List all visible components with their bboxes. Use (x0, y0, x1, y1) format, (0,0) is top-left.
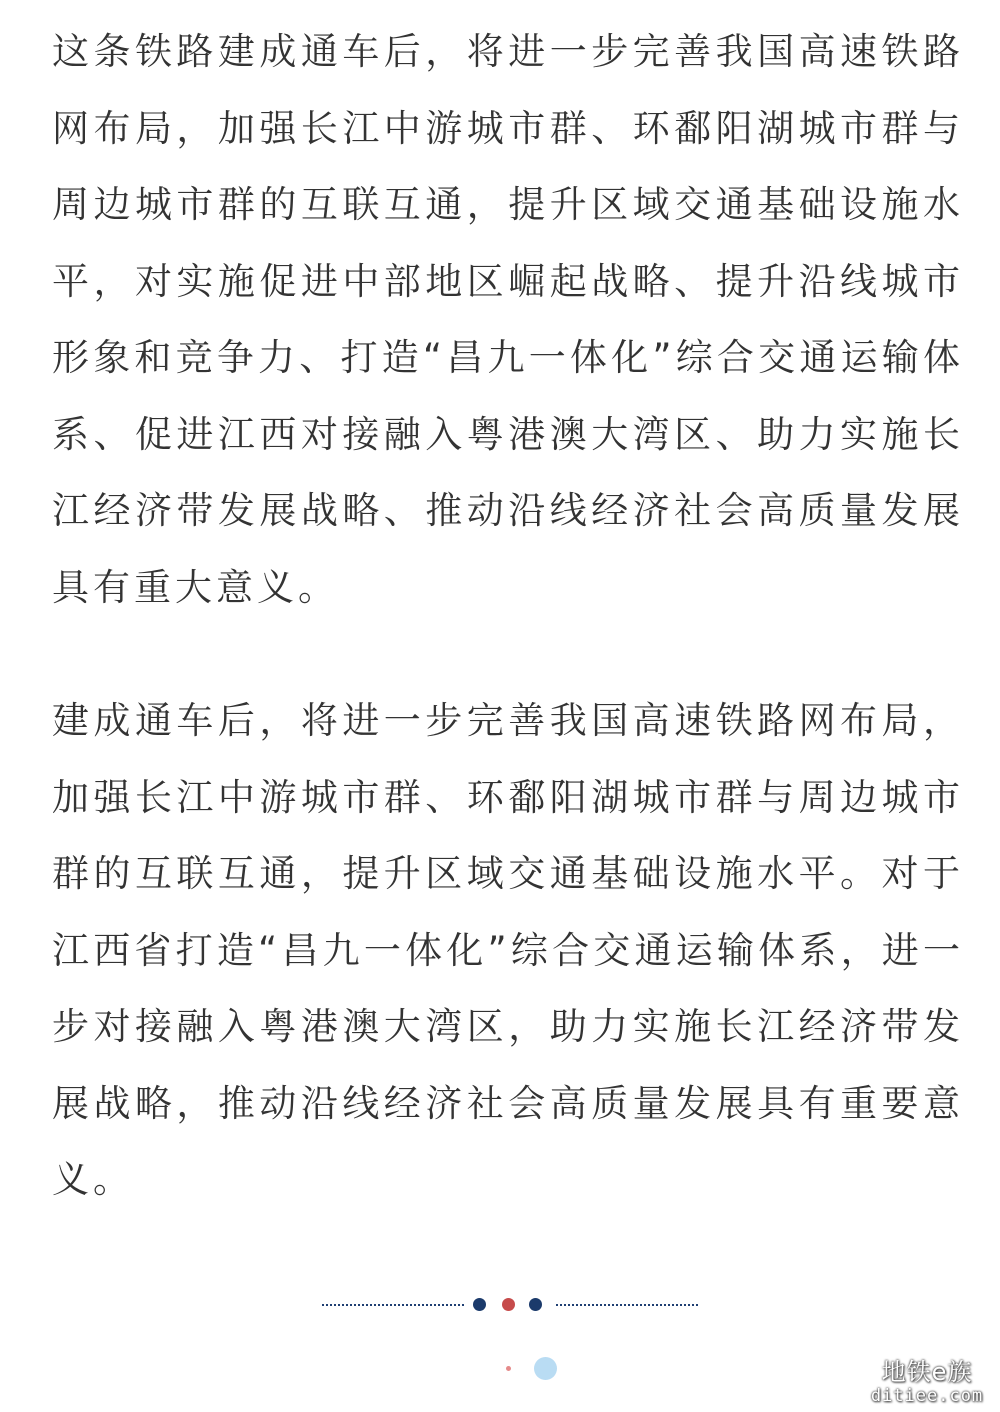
divider-dotted-line-left (322, 1304, 464, 1306)
article-body (52, 14, 964, 1219)
watermark-logo-text: 地铁e族 (881, 1358, 973, 1386)
watermark-url: ditiee.com (870, 1386, 984, 1406)
divider-dotted-line-right (556, 1304, 698, 1306)
bubble-icon (534, 1357, 557, 1380)
article-paragraph-2: 建成通车后，将进一步完善我国高速铁路网布局，加强长江中游城市群、环鄱阳湖城市群与周边城市群的互联互通，提升区域交通基础设施水平。对于江西省打造“昌九一体化”综合交通运输体系，进一步对接融入粤港澳大湾区，助力实施长江经济带发展战略，推动沿线经济社会高质量发展具有重要意义。 (52, 699, 964, 1201)
watermark (862, 1358, 992, 1406)
divider-dot-icon (529, 1298, 542, 1311)
divider-dot-icon (473, 1298, 486, 1311)
small-dot-icon (506, 1366, 511, 1371)
section-divider (322, 1296, 698, 1314)
article-paragraph-1: 这条铁路建成通车后，将进一步完善我国高速铁路网布局，加强长江中游城市群、环鄱阳湖城市群与周边城市群的互联互通，提升区域交通基础设施水平，对实施促进中部地区崛起战略、提升沿线城市形象和竞争力、打造“昌九一体化”综合交通运输体系、促进江西对接融入粤港澳大湾区、助力实施长江经济带发展战略、推动沿线经济社会高质量发展具有重大意义。 (52, 30, 964, 609)
divider-dot-icon (502, 1298, 515, 1311)
